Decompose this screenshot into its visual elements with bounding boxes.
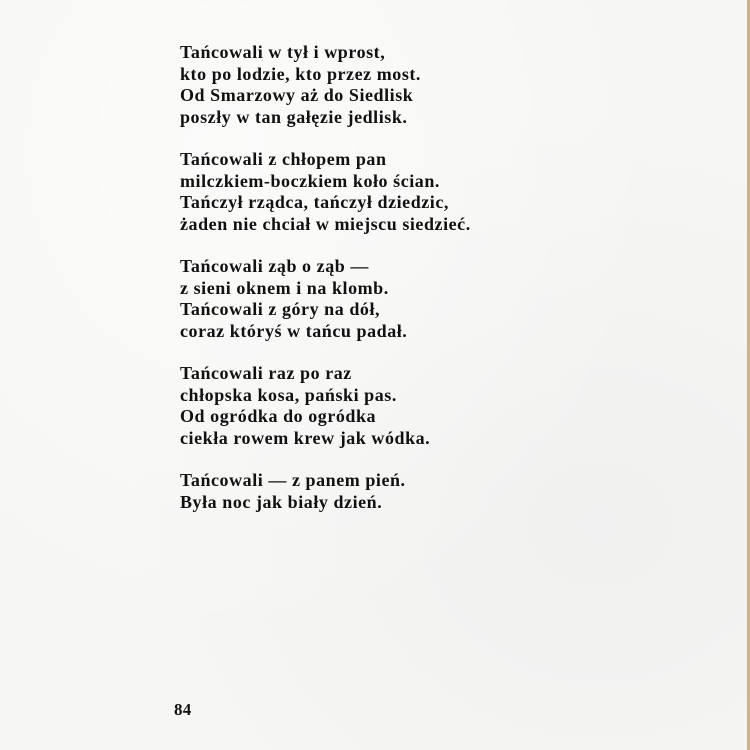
poem-line: milczkiem-boczkiem koło ścian. xyxy=(180,170,440,191)
stanza-1 xyxy=(180,42,600,128)
poem-line: poszły w tan gałęzie jedlisk. xyxy=(180,106,408,127)
stanza-4 xyxy=(180,363,600,449)
poem-line: żaden nie chciał w miejscu siedzieć. xyxy=(180,213,471,234)
stanza-2 xyxy=(180,149,600,235)
poem-line: z sieni oknem i na klomb. xyxy=(180,277,389,298)
poem-line: Tańcowali ząb o ząb — xyxy=(180,256,369,276)
stanza-5 xyxy=(180,470,600,513)
poem xyxy=(180,42,600,513)
poem-line: Tańcowali raz po raz xyxy=(180,363,352,383)
poem-line: Tańcowali w tył i wprost, xyxy=(180,42,386,62)
poem-line: kto po lodzie, kto przez most. xyxy=(180,63,421,84)
poem-line: Tańcowali — z panem pień. xyxy=(180,470,406,490)
poem-line: Od Smarzowy aż do Siedlisk xyxy=(180,85,414,105)
poem-line: coraz któryś w tańcu padał. xyxy=(180,320,408,341)
page-number: 84 xyxy=(174,700,192,719)
poem-line: Tańcowali z góry na dół, xyxy=(180,299,381,319)
poem-line: Tańczył rządca, tańczył dziedzic, xyxy=(180,192,449,212)
stanza-3 xyxy=(180,256,600,342)
poem-line: chłopska kosa, pański pas. xyxy=(180,384,397,405)
poem-line: Była noc jak biały dzień. xyxy=(180,491,383,512)
poem-line: ciekła rowem krew jak wódka. xyxy=(180,427,431,448)
poem-line: Od ogródka do ogródka xyxy=(180,406,377,426)
poem-line: Tańcowali z chłopem pan xyxy=(180,149,387,169)
